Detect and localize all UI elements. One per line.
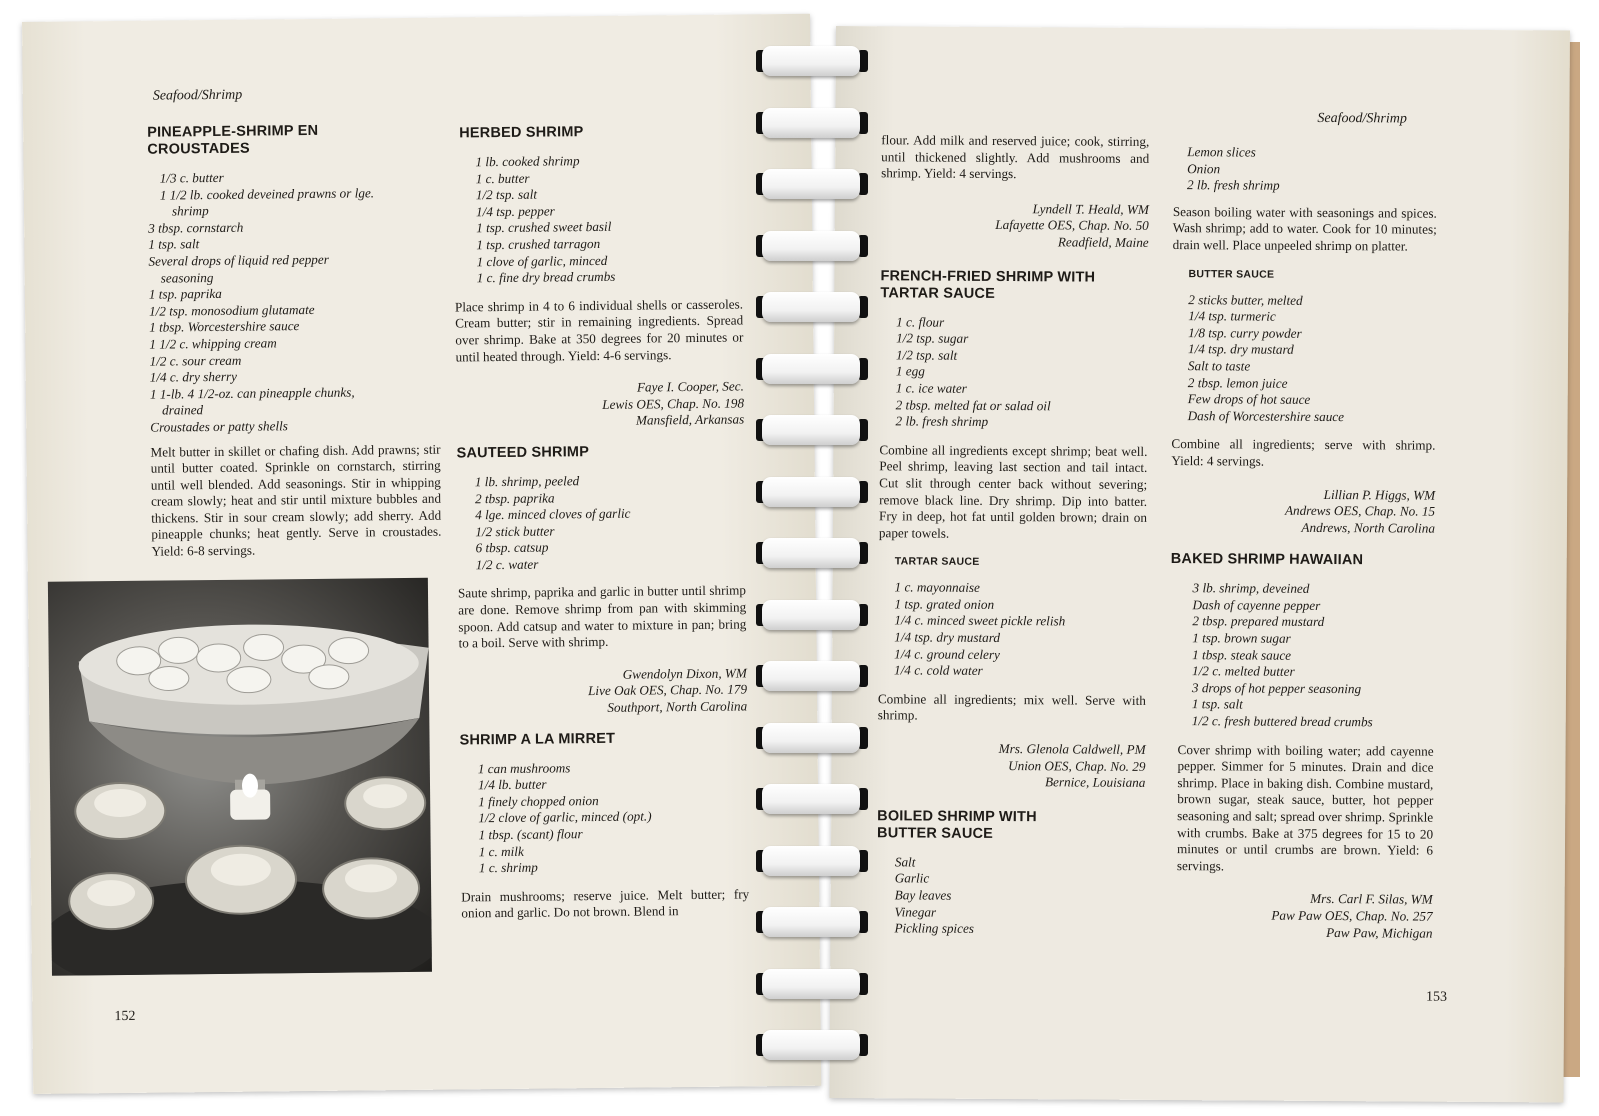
right-column-2 — [1168, 144, 1437, 942]
ingredient-line: 1 tbsp. steak sauce — [1192, 646, 1292, 663]
recipe-signature — [459, 665, 748, 718]
ingredient-line: Garlic — [894, 870, 930, 886]
coil-bar — [762, 723, 860, 753]
page-header-right: Seafood/Shrimp — [1317, 110, 1407, 127]
ingredient-line: 1/4 tsp. turmeric — [1188, 308, 1276, 324]
recipe-signature — [877, 740, 1145, 791]
ingredient-line: 1 clove of garlic, minced — [476, 252, 608, 269]
ingredient-line: Onion — [1187, 160, 1221, 176]
recipe-directions: Combine all ingredients; serve with shrimp. Yield: 4 servings. — [1171, 436, 1436, 469]
ingredient-line: 1/4 c. ground celery — [894, 646, 1000, 662]
spiral-coil — [756, 965, 868, 1005]
left-column-2 — [453, 122, 749, 922]
page-number-left: 152 — [114, 1008, 136, 1025]
ingredient-line: 1 tsp. salt — [148, 236, 200, 253]
ingredient-line: 1/2 tsp. monosodium glutamate — [148, 301, 315, 319]
ingredient-line: 1 tsp. brown sugar — [1192, 630, 1291, 646]
coil-bar — [762, 907, 860, 937]
spiral-coil — [756, 657, 868, 697]
coil-bar — [762, 784, 860, 814]
coil-bar — [762, 292, 860, 322]
ingredient-line: 1 c. ice water — [895, 380, 967, 396]
ingredient-line: shrimp — [171, 203, 209, 219]
signature-line: Mrs. Glenola Caldwell, PM — [998, 741, 1146, 757]
ingredient-line: 1/2 c. water — [475, 556, 539, 573]
ingredient-line: 1 tsp. salt — [1191, 696, 1243, 712]
spiral-coil — [756, 473, 868, 513]
ingredient-line: 1 c. butter — [475, 170, 530, 186]
sub-recipe-title: TARTAR SAUCE — [894, 555, 980, 569]
ingredient-line: Croustades or patty shells — [150, 418, 288, 435]
recipe-title-sauteed: SAUTEED SHRIMP — [456, 443, 590, 462]
ingredient-line: 1/2 c. fresh buttered bread crumbs — [1191, 713, 1373, 730]
ingredient-line: 1/2 c. melted butter — [1192, 663, 1295, 680]
ingredient-line: 1 lb. cooked shrimp — [475, 153, 580, 170]
ingredient-line: 1 c. fine dry bread crumbs — [476, 268, 616, 286]
recipe-signature — [881, 200, 1149, 251]
signature-line: Andrews OES, Chap. No. 15 — [1284, 502, 1436, 519]
ingredient-line: 3 drops of hot pepper seasoning — [1191, 680, 1362, 697]
coil-bar — [762, 1030, 860, 1060]
ingredient-line: 6 tbsp. catsup — [475, 539, 549, 556]
coil-bar — [762, 600, 860, 630]
signature-line: Faye I. Cooper, Sec. — [636, 378, 744, 395]
signature-line: Mrs. Carl F. Silas, WM — [1310, 891, 1433, 908]
ingredient-line: 1 tsp. crushed sweet basil — [476, 219, 612, 236]
signature-line: Readfield, Maine — [1057, 234, 1149, 250]
signature-line: Lewis OES, Chap. No. 198 — [602, 395, 745, 412]
recipe-title-herbed: HERBED SHRIMP — [459, 124, 584, 142]
ingredient-line: 1 egg — [895, 363, 925, 379]
food-photo — [48, 578, 432, 976]
ingredient-line: 1/2 stick butter — [475, 523, 555, 539]
signature-line: Paw Paw, Michigan — [1326, 924, 1433, 941]
recipe-title-french-fried: FRENCH-FRIED SHRIMP WITH TARTAR SAUCE — [880, 267, 1096, 302]
spiral-coil — [756, 596, 868, 636]
ingredient-list — [478, 758, 749, 877]
recipe-directions: Cover shrimp with boiling water; add cayenne pepper. Simmer for 5 minutes. Drain and dice shrimp. Place in baking dish. Combine mustard, brown sugar, steak sauce, butter, hot pepper seasoning and salt; spread over shrimp. Sprinkle with crumbs. Bake at 375 degrees for 15 to 20 minutes or until crumbs are brown. Yield: 6 servings. — [1176, 741, 1434, 874]
spiral-coil — [756, 411, 868, 451]
ingredient-line: Vinegar — [894, 903, 937, 920]
coil-bar — [762, 846, 860, 876]
recipe-directions: Melt butter in skillet or chafing dish. Add prawns; stir until butter coated. Sprinkle on cornstarch, stirring until well blended. Add seasonings. Stir in whipping cream slowly; heat and stir until mixture bubbles and thickens. Stir in sour cream slowly; add sherry. Add pineapple chunks; heat gently. Serve in croustades. Yield: 6-8 servings. — [150, 441, 442, 559]
ingredient-line: Few drops of hot sauce — [1187, 391, 1311, 408]
ingredient-list — [475, 471, 746, 573]
right-page — [829, 26, 1570, 1102]
ingredient-list — [1192, 580, 1435, 731]
ingredient-list — [896, 314, 1149, 432]
ingredient-line: 1/2 tsp. sugar — [896, 330, 969, 346]
recipe-directions: Combine all ingredients; mix well. Serve with shrimp. — [877, 691, 1146, 723]
spiral-coil — [756, 1026, 868, 1066]
ingredient-line: 1 tsp. paprika — [148, 286, 222, 302]
ingredient-line: 3 tbsp. cornstarch — [148, 219, 244, 236]
ingredient-line: 1 1-lb. 4 1/2-oz. can pineapple chunks, — [149, 384, 355, 402]
coil-bar — [762, 661, 860, 691]
right-column-1 — [876, 132, 1149, 938]
spiral-coil — [756, 780, 868, 820]
ingredient-line: 1 c. flour — [896, 313, 945, 330]
recipe-title-mirret: SHRIMP A LA MIRRET — [459, 730, 616, 749]
coil-bar — [762, 538, 860, 568]
ingredient-line: 4 lge. minced cloves of garlic — [475, 505, 631, 523]
spiral-coil — [756, 842, 868, 882]
ingredient-line: Dash of cayenne pepper — [1192, 597, 1321, 613]
spiral-coil — [756, 165, 868, 205]
recipe-signature — [456, 379, 745, 432]
ingredient-line: 1/2 clove of garlic, minced (opt.) — [478, 808, 652, 826]
recipe-directions: Drain mushrooms; reserve juice. Melt butter; fry onion and garlic. Do not brown. Blend in — [461, 886, 750, 921]
recipe-directions: Place shrimp in 4 to 6 individual shells or casseroles. Cream butter; stir in remaining ingredients. Spread over shrimp. Bake at 350 degrees for 20 minutes or until heated through. Yield: 4-6 servings. — [454, 296, 744, 365]
recipe-directions-continued: flour. Add milk and reserved juice; cook, stirring, until thickened slightly. Add mushrooms and shrimp. Yield: 4 servings. — [881, 132, 1150, 182]
recipe-title: PINEAPPLE-SHRIMP EN CROUSTADES — [147, 122, 319, 158]
ingredient-line: Salt to taste — [1187, 358, 1251, 374]
ingredient-line: 1/4 tsp. dry mustard — [894, 629, 1001, 646]
ingredient-line: 2 tbsp. lemon juice — [1187, 374, 1288, 391]
signature-line: Gwendolyn Dixon, WM — [622, 665, 747, 682]
coil-bar — [762, 169, 860, 199]
coil-bar — [762, 969, 860, 999]
ingredient-line: drained — [161, 402, 204, 418]
spiral-coil — [756, 104, 868, 144]
spiral-coil — [756, 288, 868, 328]
signature-line: Paw Paw OES, Chap. No. 257 — [1271, 907, 1433, 924]
coil-bar — [762, 354, 860, 384]
ingredient-line: 1 tbsp. Worcestershire sauce — [149, 318, 300, 336]
ingredient-line: 2 lb. fresh shrimp — [1186, 177, 1280, 193]
ingredient-line: 2 tbsp. melted fat or salad oil — [895, 396, 1051, 413]
ingredient-list — [148, 168, 441, 437]
coil-bar — [762, 108, 860, 138]
spiral-coil — [756, 903, 868, 943]
ingredient-line: 1 tsp. grated onion — [894, 596, 995, 612]
left-page — [22, 14, 821, 1094]
page-header-left: Seafood/Shrimp — [152, 87, 243, 104]
ingredient-line: 1 tbsp. (scant) flour — [478, 826, 583, 843]
ingredient-line: 1/2 c. sour cream — [149, 352, 242, 369]
recipe-directions: Season boiling water with seasonings and spices. Wash shrimp; add to water. Cook for 10 minutes; drain well. Place unpeeled shrimp on platter. — [1172, 203, 1437, 254]
ingredient-line: 1 c. milk — [478, 843, 524, 859]
ingredient-list — [475, 151, 742, 287]
ingredient-line: 1 1/2 c. whipping cream — [149, 335, 277, 352]
coil-bar — [762, 46, 860, 76]
signature-line: Live Oak OES, Chap. No. 179 — [587, 681, 748, 699]
spiral-coil — [756, 350, 868, 390]
signature-line: Union OES, Chap. No. 29 — [1008, 757, 1146, 774]
ingredient-line: Several drops of liquid red pepper — [148, 251, 329, 269]
ingredient-line: 1 lb. shrimp, peeled — [474, 473, 580, 490]
sub-recipe-title: BUTTER SAUCE — [1188, 267, 1275, 281]
signature-line: Southport, North Carolina — [607, 698, 748, 715]
ingredient-line: 2 sticks butter, melted — [1188, 291, 1303, 308]
ingredient-line: 1/4 tsp. pepper — [475, 203, 555, 220]
recipe-signature — [1171, 486, 1435, 537]
ingredient-line: 1 tsp. crushed tarragon — [476, 235, 601, 253]
ingredient-line: 1/4 tsp. dry mustard — [1187, 341, 1294, 358]
ingredient-line: 1 1/2 lb. cooked deveined prawns or lge. — [159, 184, 375, 203]
ingredient-line: Bay leaves — [894, 887, 952, 903]
ingredient-line: 2 tbsp. paprika — [474, 489, 555, 506]
ingredient-line: 2 tbsp. prepared mustard — [1192, 613, 1325, 630]
coil-bar — [762, 477, 860, 507]
signature-line: Lafayette OES, Chap. No. 50 — [995, 217, 1149, 234]
ingredient-line: 1 finely chopped onion — [478, 792, 599, 810]
ingredient-line: 1/8 tsp. curry powder — [1188, 324, 1302, 341]
signature-line: Andrews, North Carolina — [1301, 519, 1435, 536]
signature-line: Lyndell T. Heald, WM — [1032, 200, 1149, 217]
ingredient-list — [894, 854, 1145, 938]
recipe-directions: Combine all ingredients except shrimp; beat well. Peel shrimp, leaving last section and tail intact. Cut slit through center back without severing; remove black line. Dry shrimp. Dip into batter. Fry in deep, hot fat until golden brown; drain on paper towels. — [878, 441, 1148, 541]
chafing-dish-illustration — [48, 578, 432, 976]
ingredient-line: 1/4 lb. butter — [477, 776, 547, 793]
ingredient-line: Salt — [894, 854, 916, 870]
ingredient-line: 2 lb. fresh shrimp — [895, 413, 989, 430]
ingredient-line: 1/3 c. butter — [159, 169, 224, 186]
signature-line: Lillian P. Higgs, WM — [1323, 486, 1436, 503]
ingredient-line: 3 lb. shrimp, deveined — [1192, 580, 1310, 597]
signature-line: Mansfield, Arkansas — [635, 411, 745, 428]
spiral-coil — [756, 227, 868, 267]
ingredient-line: seasoning — [160, 269, 214, 286]
signature-line: Bernice, Louisiana — [1044, 774, 1146, 791]
recipe-title-boiled: BOILED SHRIMP WITH BUTTER SAUCE — [877, 808, 1037, 842]
ingredient-line: 1/4 c. cold water — [894, 662, 983, 679]
ingredient-line: 1 can mushrooms — [477, 759, 571, 776]
ingredient-line: 1/4 c. minced sweet pickle relish — [894, 612, 1066, 629]
ingredient-line: Lemon slices — [1187, 144, 1256, 160]
coil-bar — [762, 415, 860, 445]
ingredient-line: Pickling spices — [894, 920, 975, 937]
ingredient-line: Dash of Worcestershire sauce — [1187, 407, 1345, 424]
ingredient-list — [1188, 292, 1437, 426]
ingredient-line: 1/2 tsp. salt — [475, 186, 538, 203]
page-number-right: 153 — [1426, 989, 1448, 1005]
recipe-directions: Saute shrimp, paprika and garlic in butter until shrimp are done. Remove shrimp from pan with skimming spoon. Add catsup and water to mixture in pan; bring to a boil. Serve with shrimp. — [457, 582, 747, 651]
coil-bar — [762, 231, 860, 261]
recipe-pineapple-shrimp — [147, 122, 442, 561]
spiral-coil — [756, 719, 868, 759]
ingredient-line: 1/4 c. dry sherry — [149, 368, 237, 385]
ingredient-list — [1187, 144, 1437, 195]
spiral-coil — [756, 534, 868, 574]
ingredient-list — [894, 580, 1147, 681]
recipe-title-hawaiian: BAKED SHRIMP HAWAIIAN — [1170, 551, 1364, 569]
spiral-coil — [756, 42, 868, 82]
recipe-signature — [1168, 890, 1432, 941]
ingredient-line: 1 c. shrimp — [478, 859, 538, 876]
ingredient-line: 1 c. mayonnaise — [894, 579, 980, 596]
ingredient-line: 1/2 tsp. salt — [895, 347, 958, 363]
